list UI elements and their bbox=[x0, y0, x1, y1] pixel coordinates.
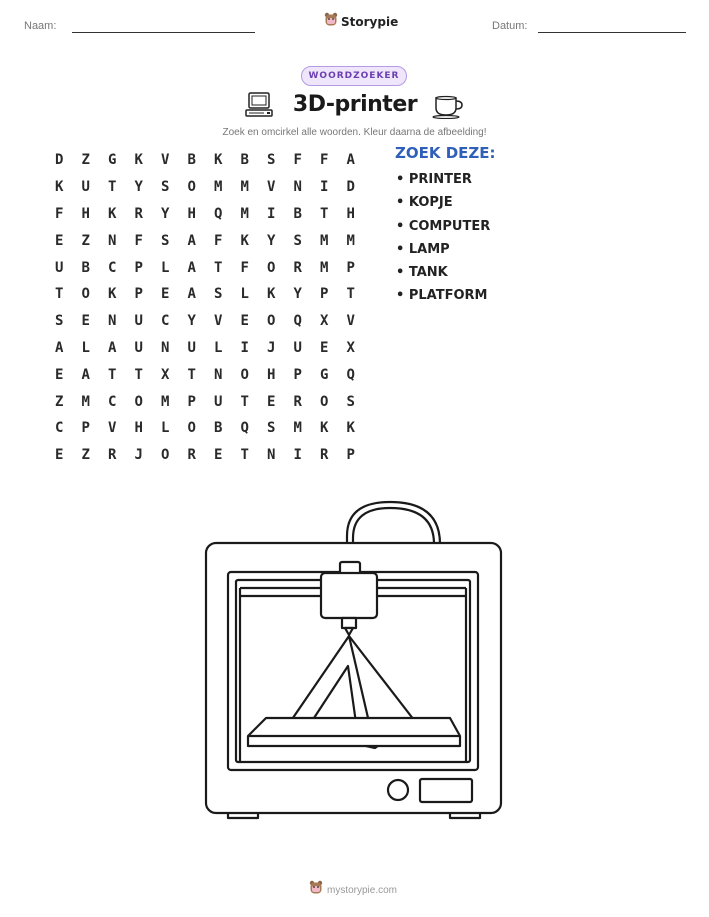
grid-letter[interactable]: F bbox=[240, 259, 249, 276]
grid-letter[interactable]: A bbox=[187, 259, 196, 276]
grid-letter[interactable]: D bbox=[55, 152, 64, 169]
grid-letter[interactable]: X bbox=[320, 313, 329, 330]
grid-letter[interactable]: U bbox=[187, 339, 196, 356]
word-list-item: • LAMP bbox=[396, 240, 490, 263]
grid-letter[interactable]: Q bbox=[293, 313, 302, 330]
grid-letter[interactable]: U bbox=[293, 339, 302, 356]
grid-letter[interactable]: Q bbox=[346, 366, 355, 383]
grid-letter[interactable]: U bbox=[214, 393, 223, 410]
footer bbox=[309, 880, 397, 900]
grid-letter[interactable]: G bbox=[108, 152, 117, 169]
name-line bbox=[72, 32, 255, 33]
grid-letter[interactable]: B bbox=[214, 420, 223, 437]
letter-grid bbox=[46, 147, 366, 469]
grid-letter[interactable]: Y bbox=[267, 232, 276, 249]
computer-icon bbox=[244, 90, 276, 124]
grid-letter[interactable]: T bbox=[240, 393, 249, 410]
grid-letter[interactable]: P bbox=[346, 447, 355, 464]
grid-letter[interactable]: A bbox=[108, 339, 117, 356]
grid-letter[interactable]: Z bbox=[81, 232, 90, 249]
grid-letter[interactable]: K bbox=[214, 152, 223, 169]
grid-letter[interactable]: M bbox=[240, 205, 249, 222]
grid-letter[interactable]: F bbox=[293, 152, 302, 169]
grid-letter[interactable]: Y bbox=[134, 179, 143, 196]
bear-logo-icon bbox=[324, 12, 338, 32]
grid-letter[interactable]: K bbox=[108, 286, 117, 303]
grid-letter[interactable]: V bbox=[108, 420, 117, 437]
grid-letter[interactable]: O bbox=[134, 393, 143, 410]
grid-letter[interactable]: A bbox=[346, 152, 355, 169]
grid-letter[interactable]: L bbox=[161, 259, 170, 276]
grid-letter[interactable]: N bbox=[161, 339, 170, 356]
grid-letter[interactable]: P bbox=[346, 259, 355, 276]
grid-letter[interactable]: R bbox=[187, 447, 196, 464]
grid-letter[interactable]: N bbox=[214, 366, 223, 383]
grid-letter[interactable]: T bbox=[108, 179, 117, 196]
grid-letter[interactable]: E bbox=[320, 339, 329, 356]
grid-letter[interactable]: R bbox=[293, 259, 302, 276]
cup-icon bbox=[432, 93, 466, 123]
grid-letter[interactable]: A bbox=[81, 366, 90, 383]
grid-letter[interactable]: S bbox=[346, 393, 355, 410]
grid-letter[interactable]: N bbox=[108, 313, 117, 330]
grid-letter[interactable]: O bbox=[187, 420, 196, 437]
grid-letter[interactable]: F bbox=[55, 205, 64, 222]
grid-letter[interactable]: E bbox=[55, 447, 64, 464]
grid-letter[interactable]: B bbox=[187, 152, 196, 169]
grid-letter[interactable]: K bbox=[320, 420, 329, 437]
grid-letter[interactable]: M bbox=[240, 179, 249, 196]
grid-letter[interactable]: O bbox=[267, 259, 276, 276]
grid-letter[interactable]: C bbox=[55, 420, 64, 437]
grid-letter[interactable]: K bbox=[55, 179, 64, 196]
grid-letter[interactable]: B bbox=[240, 152, 249, 169]
grid-letter[interactable]: Z bbox=[81, 447, 90, 464]
grid-letter[interactable]: T bbox=[346, 286, 355, 303]
grid-letter[interactable]: K bbox=[108, 205, 117, 222]
date-label: Datum: bbox=[492, 20, 528, 32]
grid-letter[interactable]: V bbox=[267, 179, 276, 196]
grid-letter[interactable]: K bbox=[267, 286, 276, 303]
grid-letter[interactable]: H bbox=[81, 205, 90, 222]
grid-letter[interactable]: L bbox=[214, 339, 223, 356]
grid-letter[interactable]: C bbox=[108, 393, 117, 410]
grid-letter[interactable]: J bbox=[267, 339, 276, 356]
grid-letter[interactable]: V bbox=[214, 313, 223, 330]
grid-letter[interactable]: S bbox=[161, 232, 170, 249]
grid-letter[interactable]: M bbox=[161, 393, 170, 410]
brand-name: Storypie bbox=[341, 15, 399, 29]
grid-letter[interactable]: S bbox=[293, 232, 302, 249]
grid-letter[interactable]: N bbox=[108, 232, 117, 249]
grid-letter[interactable]: P bbox=[293, 366, 302, 383]
grid-letter[interactable]: I bbox=[267, 205, 276, 222]
word-list-heading: ZOEK DEZE: bbox=[395, 144, 496, 162]
grid-letter[interactable]: A bbox=[187, 286, 196, 303]
grid-letter[interactable]: J bbox=[134, 447, 143, 464]
grid-letter[interactable]: H bbox=[134, 420, 143, 437]
grid-letter[interactable]: Y bbox=[293, 286, 302, 303]
grid-letter[interactable]: Y bbox=[187, 313, 196, 330]
grid-letter[interactable]: Q bbox=[240, 420, 249, 437]
grid-letter[interactable]: M bbox=[214, 179, 223, 196]
grid-letter[interactable]: R bbox=[134, 205, 143, 222]
grid-letter[interactable]: U bbox=[134, 339, 143, 356]
grid-letter[interactable]: C bbox=[161, 313, 170, 330]
grid-letter[interactable]: S bbox=[55, 313, 64, 330]
grid-letter[interactable]: C bbox=[108, 259, 117, 276]
grid-letter[interactable]: S bbox=[267, 420, 276, 437]
grid-letter[interactable]: B bbox=[293, 205, 302, 222]
grid-letter[interactable]: K bbox=[346, 420, 355, 437]
category-badge: WOORDZOEKER bbox=[301, 66, 407, 86]
grid-letter[interactable]: Q bbox=[214, 205, 223, 222]
brand-logo bbox=[324, 12, 398, 32]
grid-letter[interactable]: E bbox=[214, 447, 223, 464]
grid-letter[interactable]: T bbox=[55, 286, 64, 303]
grid-letter[interactable]: S bbox=[161, 179, 170, 196]
grid-letter[interactable]: B bbox=[81, 259, 90, 276]
grid-letter[interactable]: S bbox=[214, 286, 223, 303]
grid-letter[interactable]: E bbox=[81, 313, 90, 330]
grid-letter[interactable]: F bbox=[214, 232, 223, 249]
grid-letter[interactable]: Z bbox=[55, 393, 64, 410]
word-list-item: • COMPUTER bbox=[396, 217, 490, 240]
grid-letter[interactable]: O bbox=[81, 286, 90, 303]
word-list-item: • TANK bbox=[396, 263, 490, 286]
grid-letter[interactable]: A bbox=[187, 232, 196, 249]
bear-logo-icon bbox=[309, 880, 323, 900]
grid-letter[interactable]: P bbox=[187, 393, 196, 410]
grid-letter[interactable]: E bbox=[55, 232, 64, 249]
grid-letter[interactable]: O bbox=[240, 366, 249, 383]
grid-letter[interactable]: X bbox=[161, 366, 170, 383]
grid-letter[interactable]: U bbox=[134, 313, 143, 330]
grid-letter[interactable]: P bbox=[81, 420, 90, 437]
grid-letter[interactable]: T bbox=[108, 366, 117, 383]
grid-letter[interactable]: P bbox=[134, 259, 143, 276]
grid-letter[interactable]: K bbox=[134, 152, 143, 169]
grid-letter[interactable]: G bbox=[320, 366, 329, 383]
grid-letter[interactable]: M bbox=[320, 259, 329, 276]
grid-letter[interactable]: X bbox=[346, 339, 355, 356]
grid-letter[interactable]: U bbox=[55, 259, 64, 276]
word-list bbox=[396, 170, 490, 310]
grid-letter[interactable]: N bbox=[293, 179, 302, 196]
word-list-item: • KOPJE bbox=[396, 193, 490, 216]
word-list-item: • PLATFORM bbox=[396, 286, 490, 309]
grid-letter[interactable]: M bbox=[81, 393, 90, 410]
grid-letter[interactable]: H bbox=[187, 205, 196, 222]
grid-letter[interactable]: T bbox=[240, 447, 249, 464]
grid-letter[interactable]: D bbox=[346, 179, 355, 196]
grid-letter[interactable]: I bbox=[293, 447, 302, 464]
grid-letter[interactable]: Z bbox=[81, 152, 90, 169]
grid-letter[interactable]: I bbox=[320, 179, 329, 196]
grid-letter[interactable]: T bbox=[187, 366, 196, 383]
grid-letter[interactable]: L bbox=[240, 286, 249, 303]
grid-letter[interactable]: F bbox=[134, 232, 143, 249]
grid-letter[interactable]: O bbox=[267, 313, 276, 330]
grid-letter[interactable]: U bbox=[81, 179, 90, 196]
grid-letter[interactable]: K bbox=[240, 232, 249, 249]
grid-letter[interactable]: H bbox=[346, 205, 355, 222]
grid-letter[interactable]: A bbox=[55, 339, 64, 356]
grid-letter[interactable]: P bbox=[134, 286, 143, 303]
grid-letter[interactable]: T bbox=[214, 259, 223, 276]
grid-letter[interactable]: M bbox=[346, 232, 355, 249]
grid-letter[interactable]: F bbox=[320, 152, 329, 169]
grid-letter[interactable]: L bbox=[81, 339, 90, 356]
grid-letter[interactable]: E bbox=[240, 313, 249, 330]
page-title: 3D-printer bbox=[292, 92, 418, 117]
grid-letter[interactable]: Y bbox=[161, 205, 170, 222]
grid-letter[interactable]: E bbox=[267, 393, 276, 410]
grid-letter[interactable]: T bbox=[320, 205, 329, 222]
footer-url: mystorypie.com bbox=[327, 884, 398, 896]
grid-letter[interactable]: M bbox=[320, 232, 329, 249]
grid-letter[interactable]: L bbox=[161, 420, 170, 437]
grid-letter[interactable]: V bbox=[161, 152, 170, 169]
grid-letter[interactable]: R bbox=[108, 447, 117, 464]
grid-letter[interactable]: O bbox=[161, 447, 170, 464]
grid-letter[interactable]: H bbox=[267, 366, 276, 383]
printer-illustration bbox=[200, 496, 506, 830]
grid-letter[interactable]: I bbox=[240, 339, 249, 356]
grid-letter[interactable]: E bbox=[161, 286, 170, 303]
grid-letter[interactable]: O bbox=[187, 179, 196, 196]
grid-letter[interactable]: E bbox=[55, 366, 64, 383]
grid-letter[interactable]: R bbox=[320, 447, 329, 464]
grid-letter[interactable]: T bbox=[134, 366, 143, 383]
date-line bbox=[538, 32, 686, 33]
grid-letter[interactable]: P bbox=[320, 286, 329, 303]
grid-letter[interactable]: M bbox=[293, 420, 302, 437]
grid-letter[interactable]: O bbox=[320, 393, 329, 410]
instructions: Zoek en omcirkel alle woorden. Kleur daarna de afbeelding! bbox=[222, 127, 487, 138]
name-label: Naam: bbox=[24, 20, 57, 32]
word-list-item: • PRINTER bbox=[396, 170, 490, 193]
grid-letter[interactable]: N bbox=[267, 447, 276, 464]
grid-letter[interactable]: S bbox=[267, 152, 276, 169]
grid-letter[interactable]: V bbox=[346, 313, 355, 330]
grid-letter[interactable]: R bbox=[293, 393, 302, 410]
